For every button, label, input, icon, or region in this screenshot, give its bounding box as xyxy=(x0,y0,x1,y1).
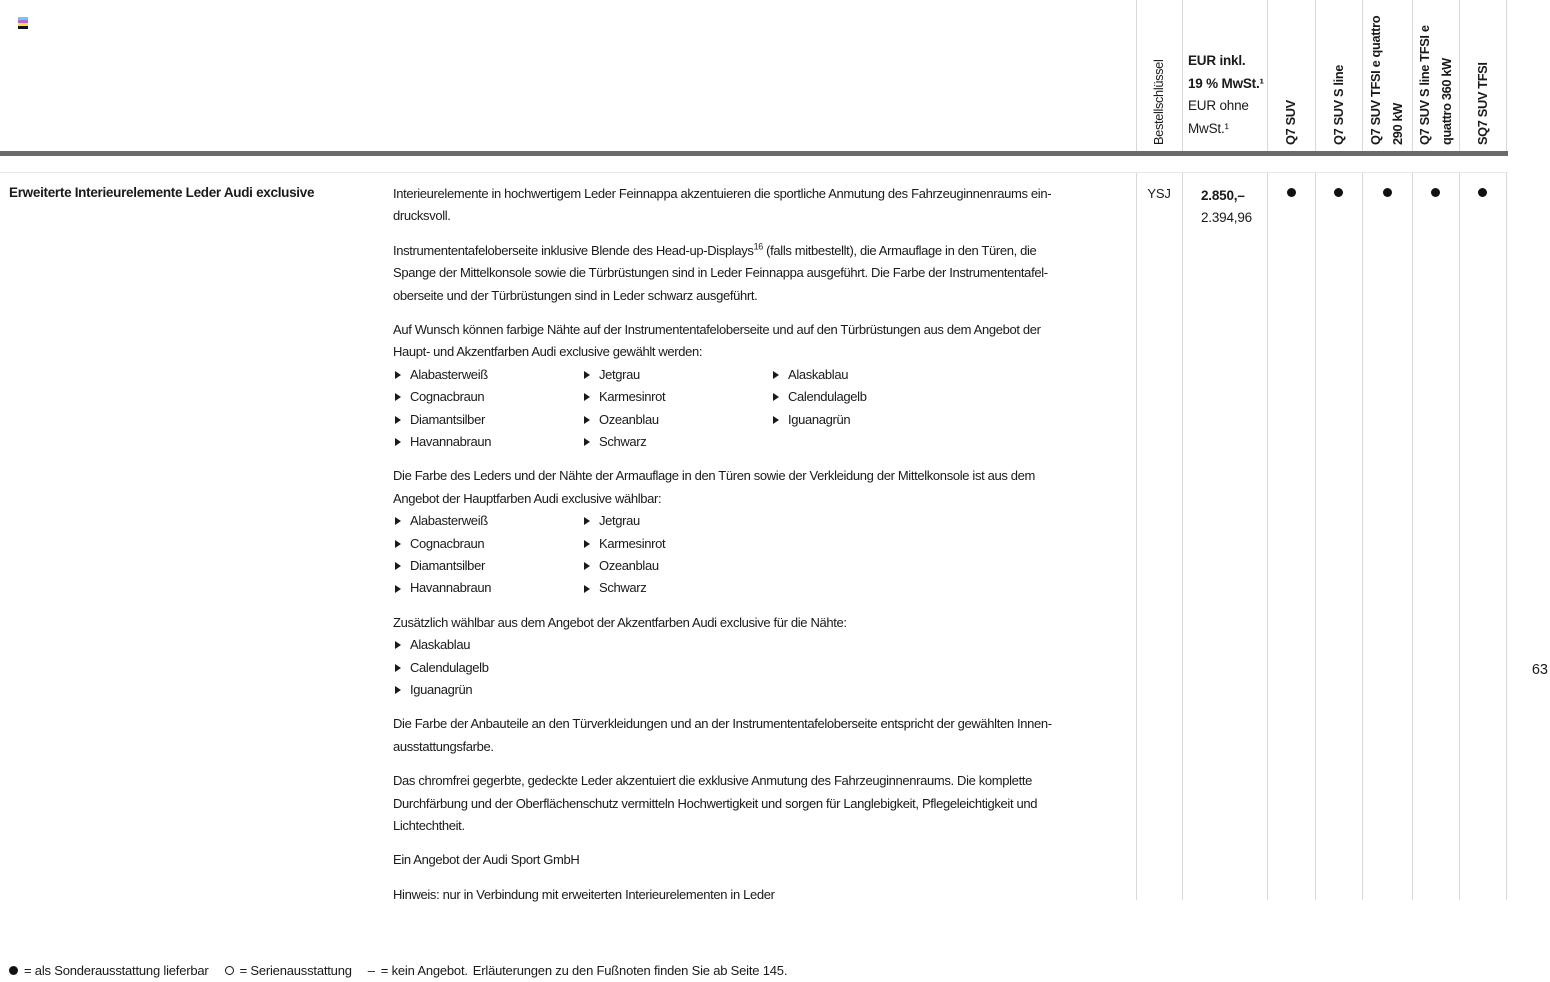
list-item-label: Karmesinrot xyxy=(599,535,666,551)
list-item-label: Ozeanblau xyxy=(599,558,659,573)
table-column-line xyxy=(1267,173,1268,900)
list-item xyxy=(395,555,584,577)
availability-dot xyxy=(1383,188,1392,197)
legend-note: Erläuterungen zu den Fußnoten finden Sie ab Seite 145. xyxy=(472,963,788,978)
text-line: Haupt- und Akzentfarben Audi exclusive gewählt werden: xyxy=(393,344,703,360)
list-item xyxy=(395,657,584,679)
list-item-label: Karmesinrot xyxy=(599,389,666,405)
list-item xyxy=(395,634,584,656)
model-column-header-line: Q7 SUV S line TFSI e xyxy=(1416,25,1432,145)
legend-open-circle-icon xyxy=(225,966,234,975)
list-item xyxy=(395,364,584,386)
table-header-rule xyxy=(0,151,1508,156)
list-item-label: Cognacbraun xyxy=(410,535,485,551)
list-item xyxy=(584,386,773,408)
bullet-triangle-icon xyxy=(395,393,401,401)
color-registration-mark-icon xyxy=(18,17,28,29)
list-item xyxy=(395,386,584,408)
table-column-line xyxy=(1362,173,1363,900)
text-line: oberseite und der Türbrüstungen sind in Leder schwarz ausgeführt. xyxy=(393,287,758,303)
list-item xyxy=(584,577,773,599)
paragraph xyxy=(393,770,1138,837)
list-item-label: Schwarz xyxy=(599,434,647,450)
model-column-header-line: Q7 SUV xyxy=(1283,100,1298,145)
bullet-triangle-icon xyxy=(773,371,779,379)
table-column-line xyxy=(1506,0,1507,151)
table-column-line xyxy=(1412,173,1413,900)
list-item-label: Schwarz xyxy=(599,580,647,596)
price-header-line: EUR ohne xyxy=(1188,98,1249,113)
bullet-triangle-icon xyxy=(395,416,401,424)
table-column-line xyxy=(1506,173,1507,900)
table-column-line xyxy=(1136,0,1137,151)
table-column-line xyxy=(1315,173,1316,900)
bullet-triangle-icon xyxy=(584,371,590,379)
bullet-triangle-icon xyxy=(395,540,401,548)
text-line: drucksvoll. xyxy=(393,208,451,224)
price-cell xyxy=(1201,185,1252,230)
list-item-label: Alabasterweiß xyxy=(410,513,488,529)
price-net: 2.394,96 xyxy=(1201,210,1252,226)
list-item-label: Calendulagelb xyxy=(410,659,489,675)
text-line: Die Farbe der Anbauteile an den Türverkleidungen und an der Instrumententafeloberseite entspricht der gewählten Innen- xyxy=(393,716,1052,732)
table-column-line xyxy=(1182,0,1183,151)
list-item-label: Diamantsilber xyxy=(410,558,485,573)
page-number: 63 xyxy=(1531,662,1548,678)
list-item-label: Havannabraun xyxy=(410,434,492,450)
legend-text: = als Sonderausstattung lieferbar xyxy=(24,963,209,978)
order-code-cell: YSJ xyxy=(1147,186,1171,201)
bullet-triangle-icon xyxy=(395,585,401,593)
model-column-header-line: SQ7 SUV TFSI xyxy=(1474,62,1490,145)
model-column-header-line: quattro 360 kW xyxy=(1438,58,1454,145)
list-item xyxy=(395,679,584,701)
list-item xyxy=(584,431,773,453)
bullet-triangle-icon xyxy=(584,540,590,548)
list-item xyxy=(584,364,773,386)
list-item-label: Iguanagrün xyxy=(788,411,851,427)
table-column-line xyxy=(1412,0,1413,151)
model-column-header-line: Q7 SUV S line xyxy=(1330,64,1346,145)
paragraph xyxy=(393,884,1138,906)
text-line: Instrumententafeloberseite inklusive Blende des Head-up-Displays$^{16}$ (falls mitbestellt), die Armauflage in den Türen, die xyxy=(393,241,1037,258)
availability-dot xyxy=(1478,188,1487,197)
paragraph xyxy=(393,183,1138,228)
list-item xyxy=(395,409,584,431)
model-column-header xyxy=(1414,0,1458,145)
legend-filled-circle-icon xyxy=(9,966,18,975)
bullet-triangle-icon xyxy=(395,641,401,649)
list-item-label: Cognacbraun xyxy=(410,389,485,405)
text-line: Zusätzlich wählbar aus dem Angebot der Akzentfarben Audi exclusive für die Nähte: xyxy=(393,614,847,630)
legend-text: = Serienausstattung xyxy=(239,963,352,978)
paragraph xyxy=(393,240,1138,307)
legend-text: = kein Angebot. xyxy=(380,963,468,978)
list-item-label: Calendulagelb xyxy=(788,389,867,405)
list-item xyxy=(773,386,962,408)
availability-dot xyxy=(1334,188,1343,197)
bullet-triangle-icon xyxy=(584,585,590,593)
paragraph xyxy=(393,713,1138,758)
list-item xyxy=(584,533,773,555)
bullet-triangle-icon xyxy=(773,393,779,401)
model-column-header xyxy=(1280,0,1302,145)
list-item xyxy=(395,533,584,555)
text-line: Ein Angebot der Audi Sport GmbH xyxy=(393,852,580,868)
availability-dot xyxy=(1287,188,1296,197)
table-column-line xyxy=(1459,0,1460,151)
list-item xyxy=(584,555,773,577)
list-item-label: Alaskablau xyxy=(788,366,849,382)
table-header-subrule xyxy=(0,172,1508,173)
bullet-triangle-icon xyxy=(395,371,401,379)
text-line: Die Farbe des Leders und der Nähte der Armauflage in den Türen sowie der Verkleidung der Mittelkonsole ist aus dem xyxy=(393,468,1036,484)
bullet-list xyxy=(395,634,1138,701)
table-column-line xyxy=(1315,0,1316,151)
bullet-triangle-icon xyxy=(584,517,590,525)
price-header-line: 19 % MwSt.¹ xyxy=(1188,75,1264,91)
legend-dash-icon: – xyxy=(367,963,375,978)
list-item-label: Diamantsilber xyxy=(410,411,485,427)
bullet-triangle-icon xyxy=(395,562,401,570)
order-code-column-header: Bestellschlüssel xyxy=(1151,59,1166,145)
list-item-label: Havannabraun xyxy=(410,580,492,596)
text-line: Lichtechtheit. xyxy=(393,817,465,833)
text-line: Durchfärbung und der Oberflächenschutz vermitteln Hochwertigkeit und sorgen für Langlebigkeit, Pflegeleichtigkeit und xyxy=(393,795,1038,811)
bullet-triangle-icon xyxy=(584,562,590,570)
table-column-line xyxy=(1182,173,1183,900)
option-description xyxy=(393,183,1138,918)
paragraph xyxy=(393,465,1138,510)
bullet-triangle-icon xyxy=(395,517,401,525)
footnote-superscript: 16 xyxy=(753,241,763,252)
list-item xyxy=(395,431,584,453)
price-gross: 2.850,– xyxy=(1201,188,1245,203)
paragraph xyxy=(393,849,1138,871)
list-item-label: Iguanagrün xyxy=(410,681,473,697)
table-column-line xyxy=(1362,0,1363,151)
option-title: Erweiterte Interieurelemente Leder Audi exclusive xyxy=(9,185,315,200)
footer-legend xyxy=(9,963,787,978)
model-column-header xyxy=(1328,0,1350,145)
price-header-line: MwSt.¹ xyxy=(1188,120,1229,136)
table-column-line xyxy=(1459,173,1460,900)
bullet-list xyxy=(395,510,1138,600)
list-item xyxy=(395,577,584,599)
model-column-header-line: 290 kW xyxy=(1390,102,1405,145)
list-item-label: Alaskablau xyxy=(410,637,471,653)
bullet-triangle-icon xyxy=(395,664,401,672)
list-item xyxy=(584,409,773,431)
bullet-triangle-icon xyxy=(584,416,590,424)
text-line: Das chromfrei gegerbte, gedeckte Leder akzentuiert die exklusive Anmutung des Fahrzeuginnenraums. Die komplette xyxy=(393,773,1032,789)
list-item-label: Alabasterweiß xyxy=(410,366,488,382)
bullet-triangle-icon xyxy=(584,438,590,446)
text-line: Angebot der Hauptfarben Audi exclusive wählbar: xyxy=(393,490,662,506)
price-column-header xyxy=(1188,50,1264,140)
list-item xyxy=(773,364,962,386)
bullet-triangle-icon xyxy=(584,393,590,401)
bullet-triangle-icon xyxy=(395,686,401,694)
list-item xyxy=(395,510,584,532)
list-item-label: Ozeanblau xyxy=(599,411,659,427)
text-line: Auf Wunsch können farbige Nähte auf der Instrumententafeloberseite und auf den Türbrüstungen aus dem Angebot der xyxy=(393,322,1041,338)
list-item xyxy=(773,409,962,431)
bullet-triangle-icon xyxy=(395,438,401,446)
table-column-line xyxy=(1267,0,1268,151)
bullet-triangle-icon xyxy=(773,416,779,424)
list-item xyxy=(584,510,773,532)
list-item-label: Jetgrau xyxy=(599,513,640,529)
bullet-list xyxy=(395,364,1138,454)
price-header-line: EUR inkl. xyxy=(1188,53,1246,68)
availability-dot xyxy=(1431,188,1440,197)
text-line: ausstattungsfarbe. xyxy=(393,738,494,754)
color-stripe xyxy=(18,26,28,29)
text-line: Hinweis: nur in Verbindung mit erweiterten Interieurelementen in Leder xyxy=(393,886,775,902)
model-column-header xyxy=(1365,0,1409,145)
paragraph xyxy=(393,319,1138,364)
model-column-header xyxy=(1472,0,1494,145)
text-line: Interieurelemente in hochwertigem Leder Feinnappa akzentuieren die sportliche Anmutung des Fahrzeuginnenraums ein- xyxy=(393,186,1052,201)
model-column-header-line: Q7 SUV TFSI e quattro xyxy=(1368,15,1383,145)
list-item-empty xyxy=(773,431,962,453)
paragraph xyxy=(393,612,1138,634)
list-item-label: Jetgrau xyxy=(599,366,640,382)
text-line: Spange der Mittelkonsole sowie die Türbrüstungen sind in Leder Feinnappa ausgeführt. Die Farbe der Instrumententafel- xyxy=(393,265,1048,281)
